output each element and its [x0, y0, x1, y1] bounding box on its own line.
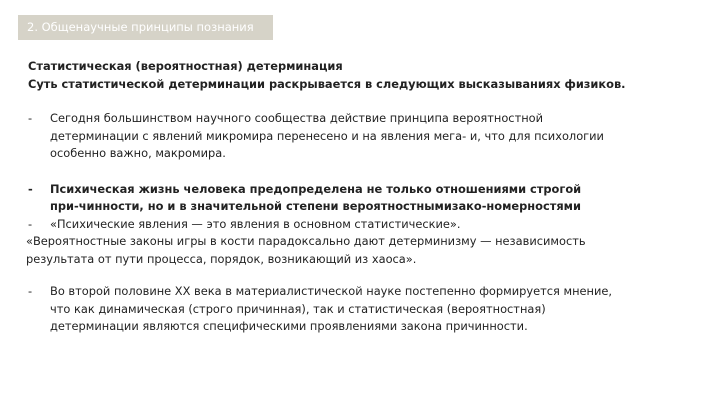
bullet-1-line-1: Сегодня большинством научного сообщества действие принципа вероятностной	[50, 111, 544, 125]
bullet-item-1	[28, 110, 698, 163]
bullet-4-line-1: Во второй половине XX века в материалистической науке постепенно формируется мнение,	[50, 284, 613, 298]
bullet-item-3	[28, 216, 698, 234]
bullet-dash: -	[28, 111, 33, 125]
slide-content	[28, 58, 698, 336]
bullet-item-4	[28, 283, 698, 336]
quote-line-2: результата от пути процесса, порядок, возникающий из хаоса».	[26, 251, 417, 266]
bullet-3-text: «Психические явления — это явления в основном статистические».	[50, 216, 461, 231]
bullet-dash: -	[28, 216, 33, 231]
intro-subheading: Суть статистической детерминации раскрывается в следующих высказываниях физиков.	[28, 76, 626, 91]
intro-heading: Статистическая (вероятностная) детерминация	[28, 59, 343, 73]
bullet-1-line-3: особенно важно, макромира.	[50, 146, 226, 160]
bullet-2-line-2: при-чинности, но и в значительной степени вероятностнымизако-номерностями	[50, 199, 581, 213]
quote-line-1: «Вероятностные законы игры в кости парадоксально дают детерминизму — независимость	[26, 234, 586, 248]
bullet-2-line-1: Психическая жизнь человека предопределена не только отношениями строгой	[50, 181, 582, 196]
bullet-dash: -	[28, 284, 33, 298]
section-title: 2. Общенаучные принципы познания	[27, 20, 254, 34]
bullet-item-2	[28, 181, 698, 216]
section-header	[18, 15, 273, 40]
bullet-dash: -	[28, 181, 33, 196]
bullet-4-line-3: детерминации являются специфическими проявлениями закона причинности.	[50, 319, 528, 333]
bullet-4-line-2: что как динамическая (строго причинная), так и статистическая (вероятностная)	[50, 301, 546, 316]
bullet-1-line-2: детерминации с явлений микромира перенесено и на явления мега- и, что для психологии	[50, 128, 604, 143]
